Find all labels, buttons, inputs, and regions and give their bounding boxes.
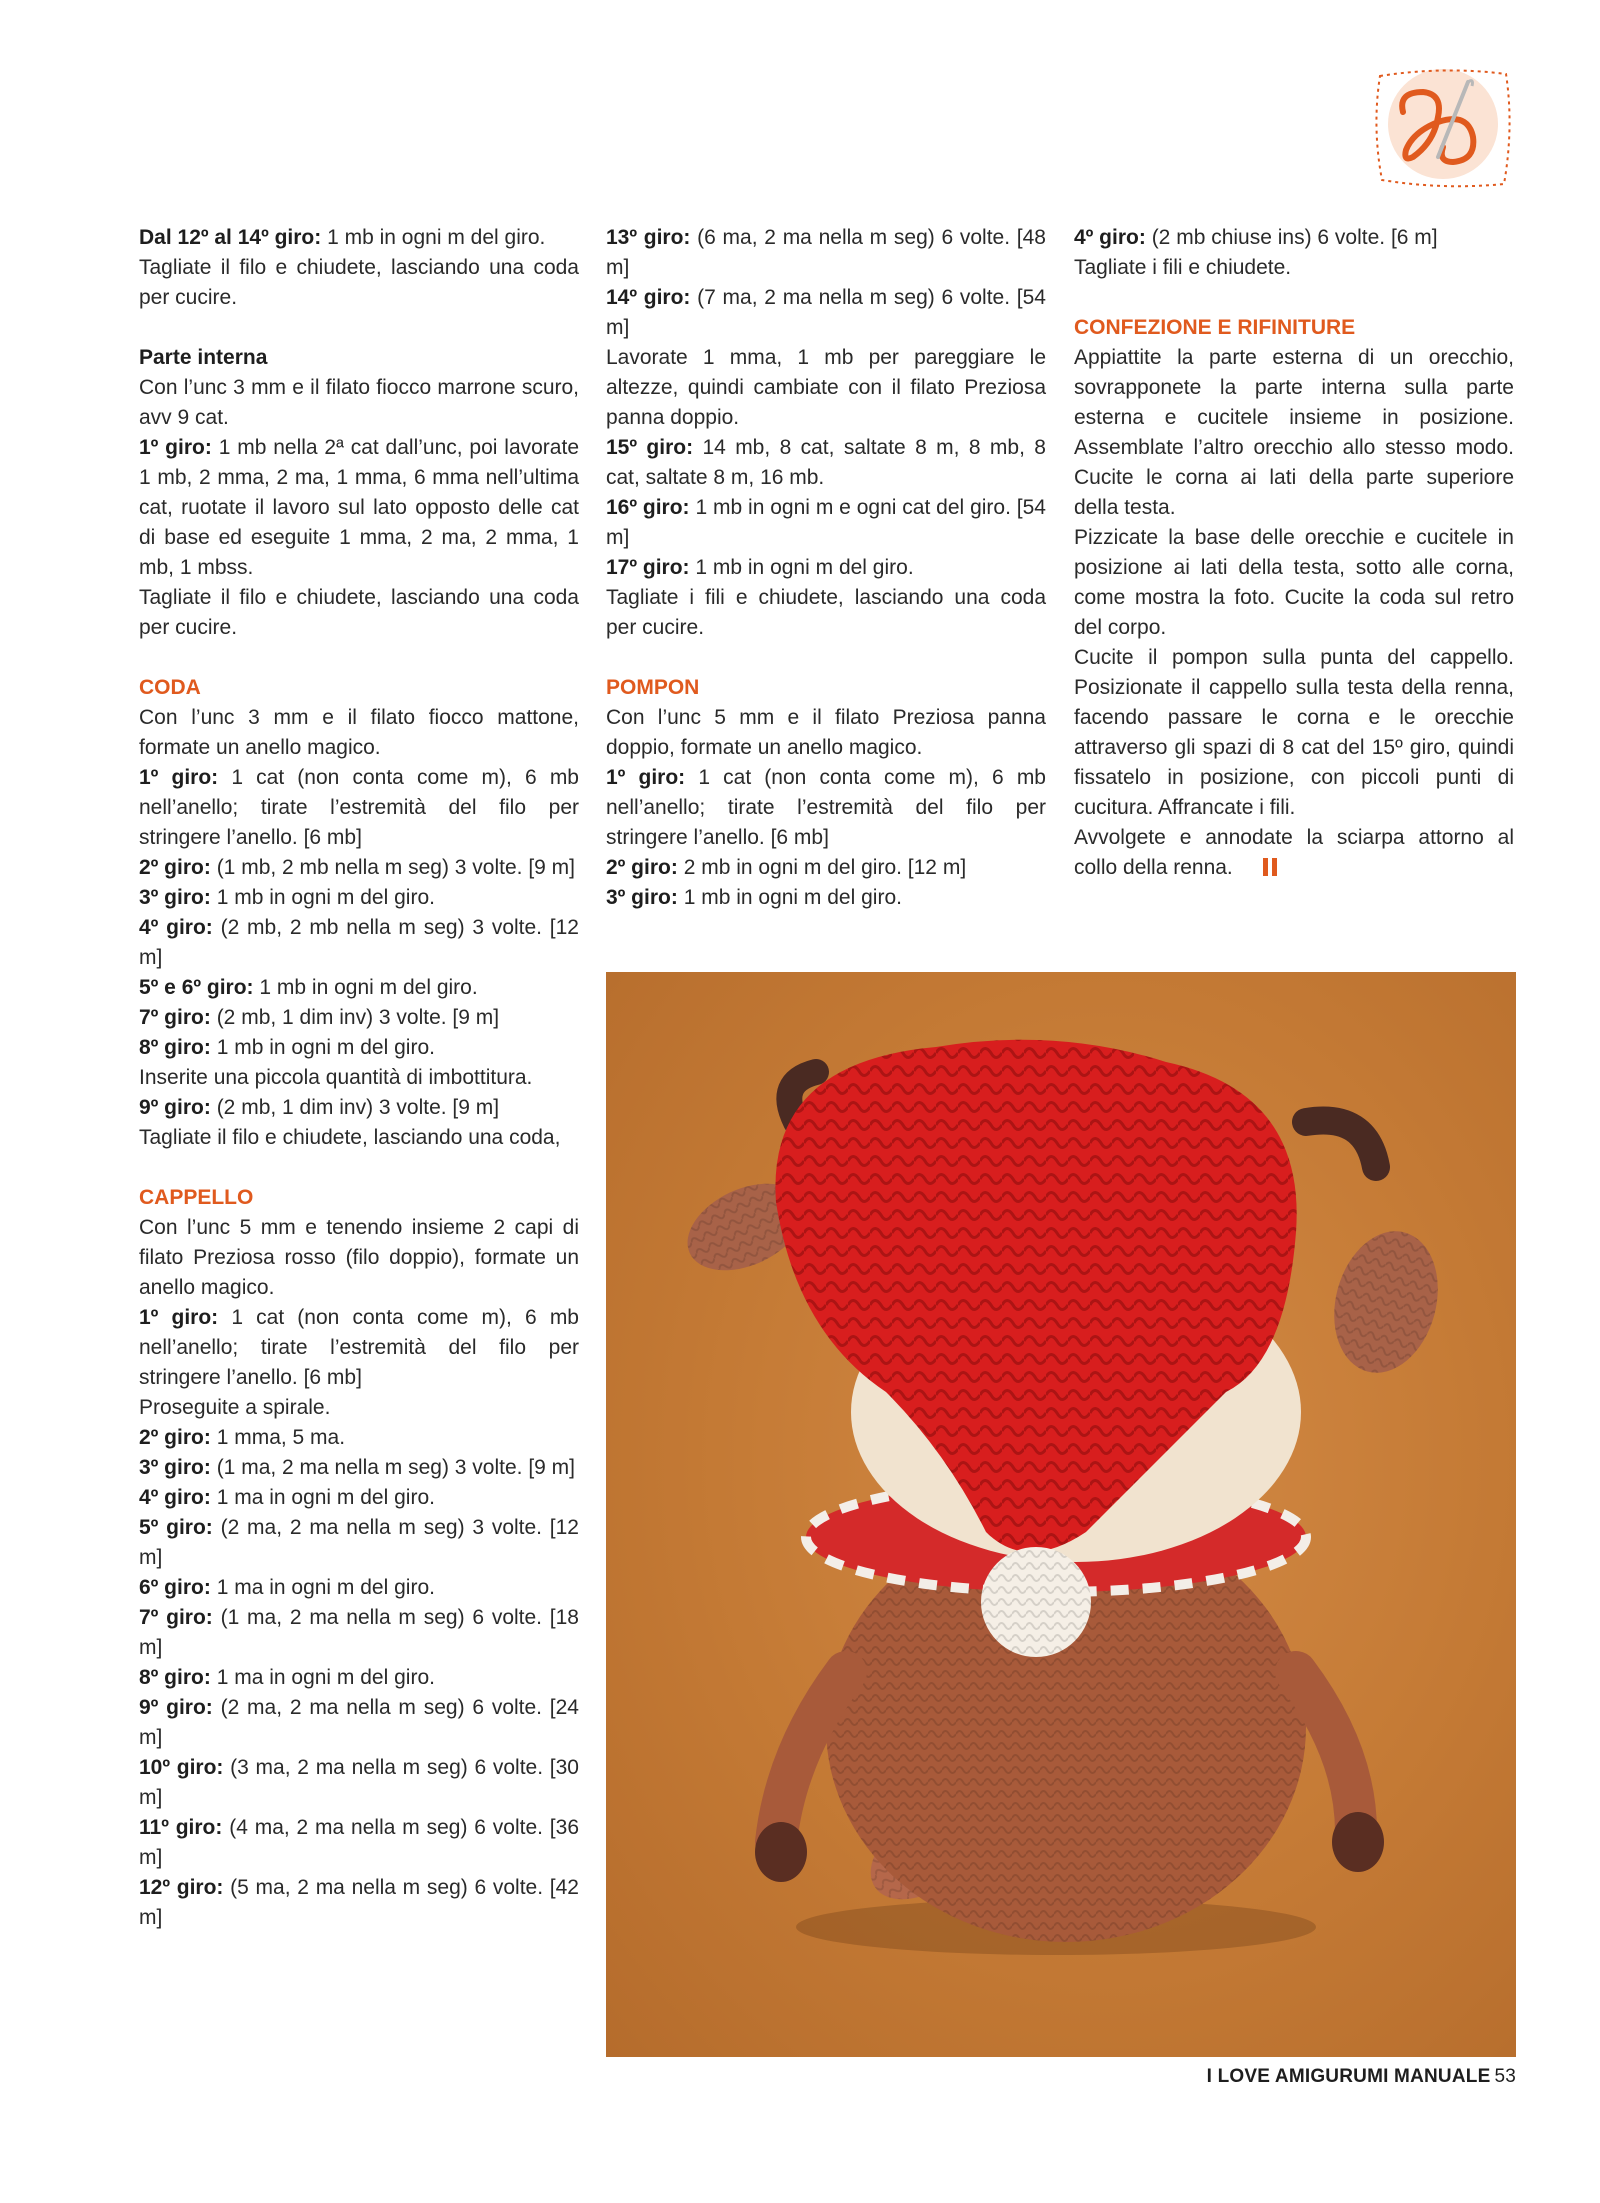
- instruction-text: (5 ma, 2 ma nella m seg) 6 volte. [42 m]: [139, 1876, 579, 1929]
- round-label: 7º giro:: [139, 1006, 211, 1029]
- instruction-text: 1 mb in ogni m del giro.: [216, 886, 435, 909]
- round-label: 5º giro:: [139, 1516, 213, 1539]
- page-number: 53: [1494, 2066, 1516, 2087]
- instruction-text: 1 mb in ogni m del giro.: [695, 556, 914, 579]
- instruction-text: Con l’unc 5 mm e il filato Preziosa panna doppio, formate un anello magico.: [606, 706, 1046, 759]
- magazine-title: I LOVE AMIGURUMI MANUALE: [1206, 2066, 1491, 2087]
- instruction-text: Con l’unc 5 mm e tenendo insieme 2 capi di filato Preziosa rosso (filo doppio), formate un anello magico.: [139, 1216, 579, 1299]
- round-label: 4º giro:: [139, 916, 213, 939]
- round-label: 16º giro:: [606, 496, 690, 519]
- round-label: 4º giro:: [139, 1486, 211, 1509]
- instruction-text: Avvolgete e annodate la sciarpa attorno al collo della renna.: [1074, 826, 1514, 879]
- paragraph: [139, 1663, 579, 1693]
- paragraph: [139, 1003, 579, 1033]
- round-label: 4º giro:: [1074, 226, 1146, 249]
- round-label: 1º giro:: [139, 766, 219, 789]
- instruction-text: Appiattite la parte esterna di un orecchio, sovrapponete la parte interna sulla parte esterna e cucitele insieme in posizione. Assemblate l’altro orecchio allo stesso modo. Cucite le corna ai lati della parte superiore della testa.: [1074, 346, 1514, 519]
- instruction-text: (2 ma, 2 ma nella m seg) 6 volte. [24 m]: [139, 1696, 579, 1749]
- round-label: 2º giro:: [139, 856, 211, 879]
- paragraph: [139, 433, 579, 583]
- paragraph: [139, 853, 579, 883]
- paragraph: [606, 223, 1046, 283]
- paragraph: [139, 973, 579, 1003]
- paragraph: [139, 1423, 579, 1453]
- round-label: 1º giro:: [139, 436, 212, 459]
- instruction-text: Tagliate i fili e chiudete.: [1074, 256, 1292, 279]
- paragraph: [139, 1603, 579, 1663]
- instruction-text: Tagliate il filo e chiudete, lasciando una coda per cucire.: [139, 586, 579, 639]
- text-column-2: [606, 223, 1046, 913]
- paragraph: [139, 1573, 579, 1603]
- paragraph: [139, 223, 579, 253]
- instruction-text: 1 ma in ogni m del giro.: [216, 1666, 435, 1689]
- round-label: 6º giro:: [139, 1576, 211, 1599]
- round-label: 1º giro:: [139, 1306, 219, 1329]
- round-label: 3º giro:: [139, 1456, 211, 1479]
- instruction-text: 2 mb in ogni m del giro. [12 m]: [683, 856, 967, 879]
- instruction-text: 1 ma in ogni m del giro.: [216, 1576, 435, 1599]
- paragraph: [139, 1513, 579, 1573]
- instruction-text: 1 mb in ogni m del giro.: [327, 226, 546, 249]
- paragraph: [606, 493, 1046, 553]
- paragraph: [139, 1093, 579, 1123]
- paragraph: [606, 553, 1046, 583]
- instruction-text: (3 ma, 2 ma nella m seg) 6 volte. [30 m]: [139, 1756, 579, 1809]
- instruction-text: Tagliate il filo e chiudete, lasciando una coda per cucire.: [139, 256, 579, 309]
- instruction-text: (1 ma, 2 ma nella m seg) 3 volte. [9 m]: [216, 1456, 575, 1479]
- paragraph: [606, 763, 1046, 853]
- round-label: 17º giro:: [606, 556, 690, 579]
- instruction-text: 1 mb in ogni m del giro.: [259, 976, 478, 999]
- paragraph: [139, 1873, 579, 1933]
- instruction-text: Pizzicate la base delle orecchie e cucitele in posizione ai lati della testa, sotto alle corna, come mostra la foto. Cucite la coda sul retro del corpo.: [1074, 526, 1514, 639]
- instruction-text: Tagliate i fili e chiudete, lasciando una coda per cucire.: [606, 586, 1046, 639]
- paragraph: [139, 1453, 579, 1483]
- instruction-text: 1 mb in ogni m del giro.: [683, 886, 902, 909]
- instruction-text: (2 mb, 1 dim inv) 3 volte. [9 m]: [216, 1006, 500, 1029]
- round-label: 5º e 6º giro:: [139, 976, 254, 999]
- round-label: 13º giro:: [606, 226, 691, 249]
- paragraph: [1074, 823, 1514, 883]
- paragraph: [606, 433, 1046, 493]
- instruction-text: Cucite il pompon sulla punta del cappello. Posizionate il cappello sulla testa della renna, facendo passare le corna e le orecchie attraverso gli spazi di 8 cat del 15º giro, quindi fissatelo in posizione, con piccoli punti di cucitura. Affrancate i fili.: [1074, 646, 1514, 819]
- end-mark-icon: [1263, 858, 1277, 876]
- round-label: 3º giro:: [606, 886, 678, 909]
- instruction-text: (2 mb chiuse ins) 6 volte. [6 m]: [1151, 226, 1438, 249]
- paragraph: [139, 1813, 579, 1873]
- instruction-text: (1 ma, 2 ma nella m seg) 6 volte. [18 m]: [139, 1606, 579, 1659]
- paragraph: [139, 763, 579, 853]
- section-title-confezione: CONFEZIONE E RIFINITURE: [1074, 316, 1356, 339]
- paragraph: [1074, 223, 1514, 253]
- instruction-text: 1 cat (non conta come m), 6 mb nell’anello; tirate l’estremità del filo per stringere l’anello. [6 mb]: [139, 1306, 579, 1389]
- paragraph: [139, 883, 579, 913]
- instruction-text: (2 mb, 1 dim inv) 3 volte. [9 m]: [216, 1096, 500, 1119]
- page-footer: [1207, 2066, 1516, 2088]
- paragraph: [139, 1753, 579, 1813]
- round-label: 10º giro:: [139, 1756, 224, 1779]
- instruction-text: Tagliate il filo e chiudete, lasciando una coda,: [139, 1126, 561, 1149]
- instruction-text: 1 cat (non conta come m), 6 mb nell’anello; tirate l’estremità del filo per stringere l’anello. [6 mb]: [139, 766, 579, 849]
- round-label: 11º giro:: [139, 1816, 223, 1839]
- round-label: 2º giro:: [606, 856, 678, 879]
- instruction-text: 1 cat (non conta come m), 6 mb nell’anello; tirate l’estremità del filo per stringere l’anello. [6 mb]: [606, 766, 1046, 849]
- section-title-cappello: CAPPELLO: [139, 1186, 254, 1209]
- round-label: 1º giro:: [606, 766, 686, 789]
- round-label: 15º giro:: [606, 436, 694, 459]
- paragraph: [606, 853, 1046, 883]
- round-label: 7º giro:: [139, 1606, 213, 1629]
- round-label: 8º giro:: [139, 1036, 211, 1059]
- instruction-text: (4 ma, 2 ma nella m seg) 6 volte. [36 m]: [139, 1816, 579, 1869]
- instruction-text: Proseguite a spirale.: [139, 1396, 331, 1419]
- paragraph: [139, 1693, 579, 1753]
- instruction-text: (7 ma, 2 ma nella m seg) 6 volte. [54 m]: [606, 286, 1046, 339]
- instruction-text: Inserite una piccola quantità di imbottitura.: [139, 1066, 533, 1089]
- instruction-text: (2 ma, 2 ma nella m seg) 3 volte. [12 m]: [139, 1516, 579, 1569]
- instruction-text: (1 mb, 2 mb nella m seg) 3 volte. [9 m]: [216, 856, 575, 879]
- section-title-coda: CODA: [139, 676, 201, 699]
- instruction-text: Lavorate 1 mma, 1 mb per pareggiare le altezze, quindi cambiate con il filato Preziosa panna doppio.: [606, 346, 1046, 429]
- paragraph: [606, 283, 1046, 343]
- round-label: Dal 12º al 14º giro:: [139, 226, 322, 249]
- instruction-text: 14 mb, 8 cat, saltate 8 m, 8 mb, 8 cat, saltate 8 m, 16 mb.: [606, 436, 1046, 489]
- reindeer-amigurumi-photo: [606, 972, 1516, 2057]
- paragraph: [139, 913, 579, 973]
- round-label: 9º giro:: [139, 1696, 213, 1719]
- text-column-1: [139, 223, 579, 1933]
- instruction-text: 1 mb nella 2ª cat dall’unc, poi lavorate 1 mb, 2 mma, 2 ma, 1 mma, 6 mma nell’ultima cat, ruotate il lavoro sul lato opposto delle cat di base ed eseguite 1 mma, 2 ma, 2 mma, 1 mb, 1 mbss.: [139, 436, 579, 579]
- instruction-text: 1 ma in ogni m del giro.: [216, 1486, 435, 1509]
- crochet-hook-logo-icon: [1368, 62, 1518, 192]
- round-label: 12º giro:: [139, 1876, 224, 1899]
- instruction-text: (6 ma, 2 ma nella m seg) 6 volte. [48 m]: [606, 226, 1046, 279]
- round-label: 9º giro:: [139, 1096, 211, 1119]
- section-title-pompon: POMPON: [606, 676, 700, 699]
- round-label: 14º giro:: [606, 286, 691, 309]
- round-label: 2º giro:: [139, 1426, 211, 1449]
- instruction-text: 1 mma, 5 ma.: [216, 1426, 346, 1449]
- instruction-text: 1 mb in ogni m del giro.: [216, 1036, 435, 1059]
- paragraph: [606, 883, 1046, 913]
- paragraph: [139, 1033, 579, 1063]
- instruction-text: Con l’unc 3 mm e il filato fiocco marrone scuro, avv 9 cat.: [139, 376, 579, 429]
- round-label: 3º giro:: [139, 886, 211, 909]
- subsection-title: Parte interna: [139, 346, 268, 369]
- paragraph: [139, 1303, 579, 1393]
- instruction-text: Con l’unc 3 mm e il filato fiocco mattone, formate un anello magico.: [139, 706, 579, 759]
- text-column-3: [1074, 223, 1514, 883]
- round-label: 8º giro:: [139, 1666, 211, 1689]
- paragraph: [139, 1483, 579, 1513]
- instruction-text: 1 mb in ogni m e ogni cat del giro. [54 m]: [606, 496, 1046, 549]
- instruction-text: (2 mb, 2 mb nella m seg) 3 volte. [12 m]: [139, 916, 579, 969]
